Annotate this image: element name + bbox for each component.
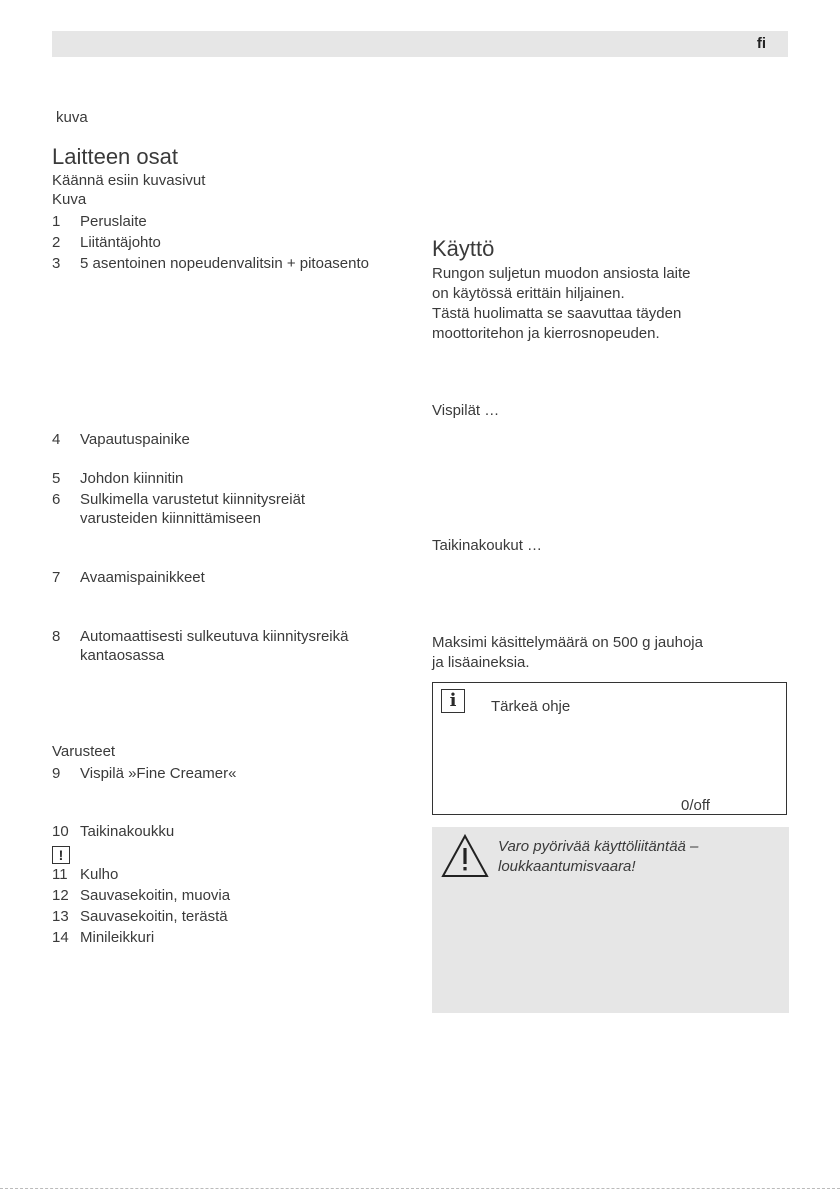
language-code: fi: [756, 35, 766, 52]
part-text: Sulkimella varustetut kiinnitysreiät varusteiden kiinnittämiseen: [80, 491, 306, 527]
accessory-text: Vispilä »Fine Creamer«: [80, 765, 237, 782]
accessory-number: 14: [52, 929, 69, 946]
part-number: 7: [52, 569, 61, 586]
accessory-text: Kulho: [80, 866, 119, 883]
part-text: 5 asentoinen nopeudenvalitsin + pitoasento: [80, 255, 369, 272]
accessory-number: 11: [52, 866, 68, 883]
usage-para-line: Tästä huolimatta se saavuttaa täyden: [432, 305, 682, 322]
warning-text-line: Varo pyörivää käyttöliitäntää –: [498, 838, 699, 855]
part-number: 2: [52, 234, 61, 251]
part-text: Automaattisesti sulkeutuva kiinnitysreikä kantaosassa: [80, 628, 349, 664]
usage-para-line: on käytössä erittäin hiljainen.: [432, 285, 625, 302]
accessory-number: 13: [52, 908, 69, 925]
page-bottom-rule: [0, 1188, 840, 1189]
part-text: Johdon kiinnitin: [80, 470, 184, 487]
intro-figure-label: Kuva: [52, 191, 87, 208]
warning-text-line: loukkaantumisvaara!: [498, 858, 636, 875]
warning-triangle-icon: [440, 833, 490, 879]
part-text: Avaamispainikkeet: [80, 569, 205, 586]
accessory-number: 10: [52, 823, 69, 840]
accessory-text: Sauvasekoitin, terästä: [80, 908, 228, 925]
important-note-title: Tärkeä ohje: [491, 698, 571, 715]
accessory-number: 9: [52, 765, 61, 782]
accessories-heading: Varusteet: [52, 743, 116, 760]
part-number: 6: [52, 491, 61, 508]
part-number: 3: [52, 255, 61, 272]
intro-text: Käännä esiin kuvasivut: [52, 172, 206, 189]
info-icon: i: [441, 689, 465, 713]
important-note-box: [432, 682, 787, 815]
part-text: Liitäntäjohto: [80, 234, 161, 251]
dough-hooks-heading: Taikinakoukut …: [432, 537, 543, 554]
header-bar: [52, 31, 788, 57]
top-label: kuva: [56, 109, 88, 126]
part-text: Vapautuspainike: [80, 431, 190, 448]
accessory-text: Taikinakoukku: [80, 823, 175, 840]
whisks-heading: Vispilät …: [432, 402, 500, 419]
usage-para-line: Rungon suljetun muodon ansiosta laite: [432, 265, 691, 282]
caution-icon: !: [52, 846, 70, 864]
part-number: 4: [52, 431, 61, 448]
accessory-text: Minileikkuri: [80, 929, 155, 946]
max-capacity-line: ja lisäaineksia.: [432, 654, 530, 671]
part-number: 1: [52, 213, 61, 230]
max-capacity-line: Maksimi käsittelymäärä on 500 g jauhoja: [432, 634, 703, 651]
part-number: 8: [52, 628, 61, 645]
section-title-parts: Laitteen osat: [52, 144, 178, 169]
accessory-text: Sauvasekoitin, muovia: [80, 887, 231, 904]
part-text: Peruslaite: [80, 213, 147, 230]
section-title-usage: Käyttö: [432, 236, 495, 261]
off-position-label: 0/off: [681, 797, 710, 814]
usage-para-line: moottoritehon ja kierrosnopeuden.: [432, 325, 660, 342]
part-number: 5: [52, 470, 61, 487]
warning-box: [432, 827, 789, 1013]
accessory-number: 12: [52, 887, 69, 904]
